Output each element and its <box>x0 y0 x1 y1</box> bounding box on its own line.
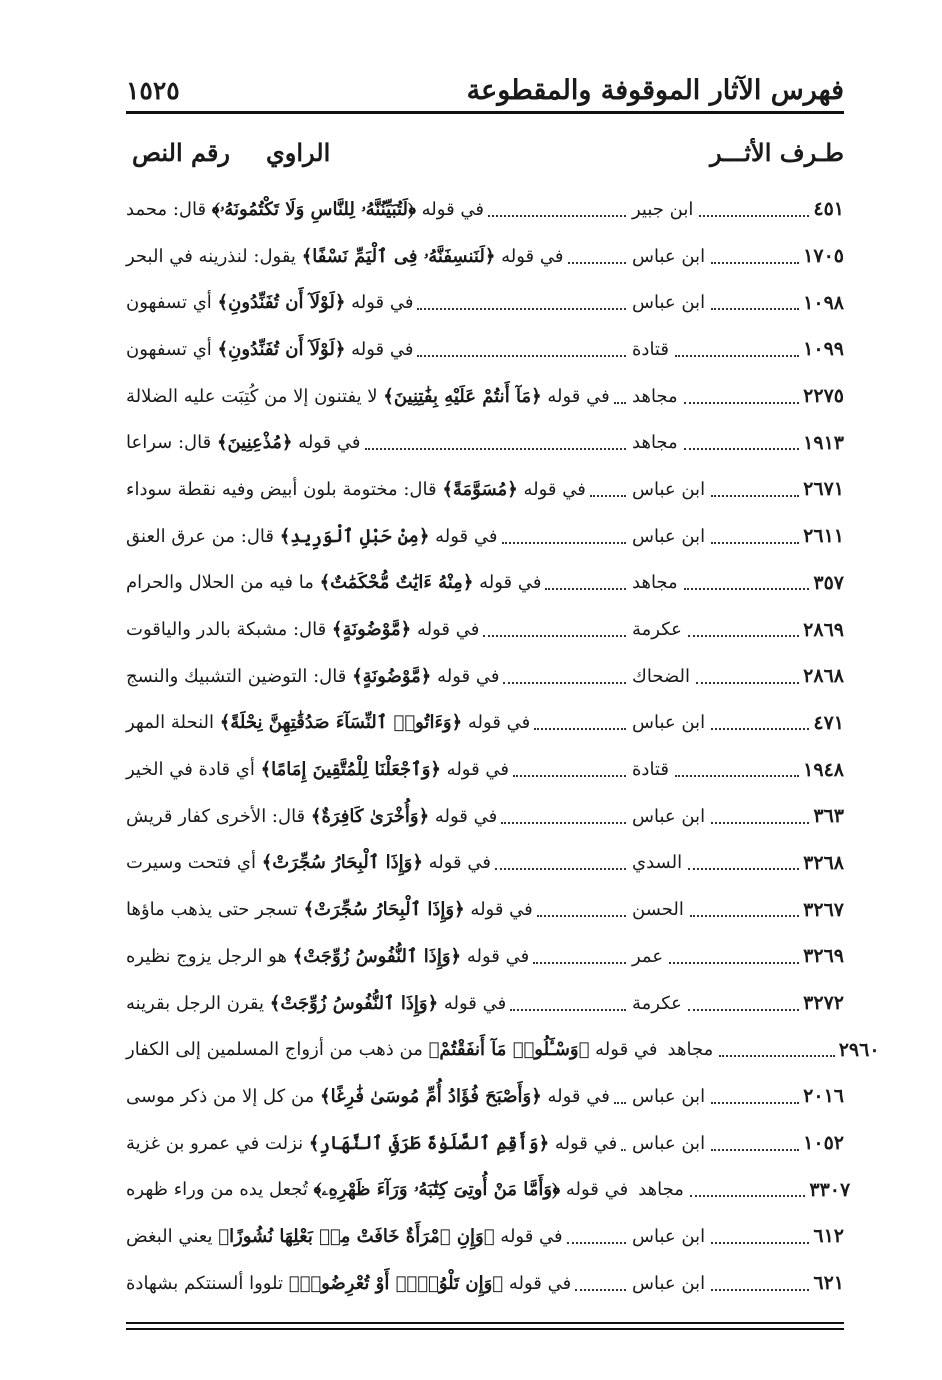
open-brace: ﴿ <box>400 619 412 641</box>
index-entry <box>126 233 844 280</box>
close-brace: ﴾ <box>308 1132 320 1154</box>
dot-leader <box>537 914 626 917</box>
entry-text <box>126 526 498 547</box>
open-brace: ﴿ <box>538 1132 550 1154</box>
dot-leader <box>711 1288 809 1291</box>
entry-prefix: في قوله <box>565 1179 629 1201</box>
entry-narrator: ابن جبير <box>632 198 694 220</box>
entry-prefix: في قوله <box>501 245 564 267</box>
dot-leader <box>483 634 626 637</box>
close-brace: ﴾ <box>216 432 228 454</box>
close-brace: ﴾ <box>301 245 313 267</box>
entry-number: ٤٥١ <box>813 198 844 221</box>
entry-number: ١٠٩٩ <box>803 338 844 361</box>
close-brace: ﴾ <box>260 759 272 781</box>
index-entry <box>126 1166 851 1213</box>
entry-text <box>126 1179 628 1200</box>
quran-verse: وَإِذَا ٱلنُّفُوسُ زُوِّجَتْ <box>280 992 428 1014</box>
entry-number: ٣٢٦٧ <box>803 898 844 921</box>
entry-text <box>126 339 413 360</box>
quran-verse: مَّوْضُونَةٍ <box>342 619 401 641</box>
entry-prefix: في قوله <box>416 619 480 641</box>
entry-number: ٢٢٧٥ <box>803 385 844 408</box>
dot-leader <box>513 774 626 777</box>
index-entry <box>126 793 844 840</box>
quran-verse: وَإِنِ ٱمْرَأَةٌ خَافَتْ مِنۢ بَعْلِهَا نُشُوزًا <box>229 1225 484 1247</box>
quran-verse: وَإِذَا ٱلْبِحَارُ سُجِّرَتْ <box>272 852 413 874</box>
entry-explanation: أي تسفهون <box>126 338 212 360</box>
running-title: فهرس الآثار الموقوفة والمقطوعة <box>466 74 844 106</box>
dot-leader <box>684 447 799 450</box>
entry-narrator: ابن عباس <box>632 292 706 314</box>
entry-prefix: في قوله <box>508 1272 572 1294</box>
dot-leader <box>503 681 626 684</box>
quran-verse: مَآ أَنتُمْ عَلَيْهِ بِفَٰتِنِينَ <box>393 385 532 407</box>
open-brace: ﴿ <box>281 432 293 454</box>
index-entries <box>126 186 880 1307</box>
entry-prefix: في قوله <box>523 478 586 500</box>
quran-verse: مُسَوَّمَةً <box>452 478 508 500</box>
dot-leader <box>417 354 626 357</box>
entry-explanation: من ذهب من أزواج المسلمين إلى الكفار <box>126 1039 423 1061</box>
header-rule <box>126 111 844 114</box>
entry-narrator: ابن عباس <box>632 1132 706 1154</box>
entry-narrator: قتادة <box>632 759 669 781</box>
quran-verse: مِنْهُ ءَايَٰتٌ مُّحْكَمَٰتٌ <box>330 572 463 594</box>
dot-leader <box>534 727 626 730</box>
dot-leader <box>688 1008 799 1011</box>
column-headers <box>126 138 844 178</box>
entry-narrator: السدي <box>632 852 683 874</box>
quran-verse: وَأَمَّا مَنْ أُوتِىَ كِتَٰبَهُۥ وَرَآءَ ظَهْرِهِۦ <box>321 1179 553 1201</box>
open-brace: ﴿ <box>407 198 416 220</box>
entry-text <box>126 993 506 1014</box>
entry-text <box>126 386 610 407</box>
dot-leader <box>614 401 626 404</box>
entry-number: ٢٠١٦ <box>803 1085 844 1108</box>
entry-narrator: الحسن <box>632 899 684 921</box>
dot-leader <box>696 681 799 684</box>
dot-leader <box>417 307 626 310</box>
entry-narrator: مجاهد <box>638 1179 684 1201</box>
open-brace: ﴿ <box>483 1225 495 1247</box>
dot-leader <box>711 541 799 544</box>
entry-narrator: ابن عباس <box>632 1085 706 1107</box>
index-entry <box>126 1260 844 1307</box>
index-entry <box>126 326 844 373</box>
entry-prefix: في قوله <box>554 1132 618 1154</box>
open-brace: ﴿ <box>334 338 346 360</box>
dot-leader <box>675 354 799 357</box>
entry-prefix: في قوله <box>437 665 500 687</box>
quran-verse: لَتُبَيِّنُنَّهُۥ لِلنَّاسِ وَلَا تَكْتُمُونَهُۥ <box>219 198 408 220</box>
quran-verse: لَنَنسِفَنَّهُۥ فِى ٱلْيَمِّ نَسْفًا <box>312 245 485 267</box>
open-brace: ﴿ <box>462 572 474 594</box>
close-brace: ﴾ <box>331 619 343 641</box>
dot-leader <box>675 774 799 777</box>
entry-explanation: قال: محمد <box>126 198 207 220</box>
entry-text <box>126 1273 571 1294</box>
entry-number: ٦١٢ <box>813 1225 844 1248</box>
index-entry <box>126 513 844 560</box>
entry-text <box>126 946 529 967</box>
dot-leader <box>711 494 799 497</box>
entry-narrator: عكرمة <box>632 992 682 1014</box>
index-entry <box>126 1213 844 1260</box>
entry-text <box>126 852 491 873</box>
open-brace: ﴿ <box>450 945 462 967</box>
entry-prefix: في قوله <box>351 338 414 360</box>
entry-explanation: تلووا ألسنتكم بشهادة <box>126 1272 284 1294</box>
entry-narrator: مجاهد <box>667 1039 714 1061</box>
open-brace: ﴿ <box>418 805 430 827</box>
entry-prefix: في قوله <box>428 852 491 874</box>
entry-number: ٢٩٦٠ <box>838 1038 880 1061</box>
entry-number: ١٠٩٨ <box>803 291 844 314</box>
close-brace: ﴾ <box>320 1085 331 1107</box>
close-brace: ﴾ <box>352 665 363 687</box>
open-brace: ﴿ <box>427 992 439 1014</box>
index-entry <box>126 1026 880 1073</box>
entry-explanation: تسجر حتى يذهب ماؤها <box>126 899 298 921</box>
dot-leader <box>669 961 799 964</box>
index-entry <box>126 840 844 887</box>
dot-leader <box>614 1101 626 1104</box>
index-entry <box>126 653 844 700</box>
close-brace: ﴾ <box>217 338 229 360</box>
entry-narrator: عمر <box>632 945 664 967</box>
entry-explanation: قال: الأخرى كفار قريش <box>126 805 306 827</box>
open-brace: ﴿ <box>430 759 441 781</box>
dot-leader <box>365 447 626 450</box>
entry-narrator: ابن عباس <box>632 525 706 547</box>
entry-narrator: قتادة <box>632 338 669 360</box>
dot-leader <box>688 867 799 870</box>
index-entry <box>126 419 844 466</box>
index-entry <box>126 373 844 420</box>
entry-prefix: في قوله <box>421 198 485 220</box>
entry-narrator: ابن عباس <box>632 478 706 500</box>
dot-leader <box>719 1054 834 1057</box>
open-brace: ﴿ <box>552 1179 561 1201</box>
dot-leader <box>545 587 626 590</box>
index-entry <box>126 1073 844 1120</box>
quran-verse: وَإِن تَلْوُۥٓا۟ أَوْ تُعْرِضُوا۟ <box>299 1272 493 1294</box>
quran-verse: وَأُخْرَىٰ كَافِرَةٌ <box>321 805 419 827</box>
index-entry <box>126 560 844 607</box>
open-brace: ﴿ <box>531 1085 542 1107</box>
dot-leader <box>699 214 809 217</box>
entry-explanation: النحلة المهر <box>126 712 214 734</box>
index-entry <box>126 279 844 326</box>
entry-prefix: في قوله <box>470 899 533 921</box>
dot-leader <box>711 261 799 264</box>
dot-leader <box>510 1008 626 1011</box>
dot-leader <box>684 587 810 590</box>
quran-verse: وَٱجْعَلْنَا لِلْمُتَّقِينَ إِمَامًا <box>271 759 431 781</box>
open-brace: ﴿ <box>578 1039 590 1061</box>
entry-text <box>126 246 564 267</box>
open-brace: ﴿ <box>334 292 346 314</box>
entry-number: ٣٢٦٨ <box>803 851 844 874</box>
dot-leader <box>533 961 626 964</box>
close-brace: ﴾ <box>442 478 453 500</box>
dot-leader <box>590 494 626 497</box>
close-brace: ﴾ <box>288 1272 300 1294</box>
dot-leader <box>711 1241 809 1244</box>
entry-prefix: في قوله <box>479 572 542 594</box>
entry-narrator: ابن عباس <box>632 1272 706 1294</box>
entry-number: ٣٢٧٢ <box>803 992 844 1015</box>
close-brace: ﴾ <box>313 1179 322 1201</box>
open-brace: ﴿ <box>492 1272 504 1294</box>
dot-leader <box>502 541 627 544</box>
entry-text <box>126 759 509 780</box>
entry-narrator: ابن عباس <box>632 245 706 267</box>
entry-number: ١٠٥٢ <box>803 1132 844 1155</box>
column-header-athar: طـرف الأثـــر <box>710 138 844 167</box>
open-brace: ﴿ <box>412 852 423 874</box>
entry-explanation: قال: مختومة بلون أبيض وفيه نقطة سوداء <box>126 478 437 500</box>
open-brace: ﴿ <box>507 478 518 500</box>
entry-number: ١٧٠٥ <box>803 245 844 268</box>
footer-rule <box>126 1322 844 1324</box>
index-entry <box>126 980 844 1027</box>
entry-number: ٣٦٣ <box>813 805 844 828</box>
entry-prefix: في قوله <box>443 992 507 1014</box>
open-brace: ﴿ <box>420 665 432 687</box>
entry-text <box>126 1133 617 1154</box>
close-brace: ﴾ <box>211 198 220 220</box>
entry-explanation: لا يفتنون إلا من كُتِبَت عليه الضلالة <box>126 385 378 407</box>
quran-verse: لَوْلَآ أَن تُفَنِّدُونِ <box>228 292 335 314</box>
entry-prefix: في قوله <box>446 759 510 781</box>
entry-narrator: ابن عباس <box>632 1225 706 1247</box>
entry-explanation: يعني البغض <box>126 1225 213 1247</box>
entry-narrator: ابن عباس <box>632 712 706 734</box>
close-brace: ﴾ <box>292 945 304 967</box>
entry-explanation: أي تسفهون <box>126 292 212 314</box>
entry-prefix: في قوله <box>595 1039 658 1061</box>
entry-text <box>126 899 533 920</box>
quran-verse: وَأَقِمِ ٱلصَّلَوٰةَ طَرَفَىِ ٱلنَّهَارِ <box>319 1132 539 1154</box>
entry-number: ٣٣٠٧ <box>809 1178 851 1201</box>
page-number: ١٥٢٥ <box>126 75 180 105</box>
quran-verse: وَإِذَا ٱلنُّفُوسُ زُوِّجَتْ <box>303 945 451 967</box>
close-brace: ﴾ <box>279 525 291 547</box>
entry-number: ٢٨٦٩ <box>803 618 844 641</box>
open-brace: ﴿ <box>484 245 496 267</box>
quran-verse: وَءَاتُوا۟ ٱلنِّسَآءَ صَدُقَٰتِهِنَّ نِحْلَةً <box>230 712 452 734</box>
entry-explanation: تُجعل يده من وراء ظهره <box>126 1179 308 1201</box>
entry-prefix: في قوله <box>547 1085 610 1107</box>
running-header <box>126 70 844 110</box>
entry-explanation: يقول: لنذرينه في البحر <box>126 245 296 267</box>
index-entry <box>126 1120 844 1167</box>
entry-number: ٢٨٦٨ <box>803 665 844 688</box>
entry-number: ١٩٤٨ <box>803 758 844 781</box>
dot-leader <box>684 401 799 404</box>
index-entry <box>126 933 844 980</box>
entry-prefix: في قوله <box>298 432 361 454</box>
dot-leader <box>711 307 799 310</box>
entry-narrator: الضحاك <box>632 665 691 687</box>
dot-leader <box>711 727 809 730</box>
close-brace: ﴾ <box>319 572 331 594</box>
entry-text <box>126 1039 658 1060</box>
entry-explanation: قال: مشبكة بالدر والياقوت <box>126 619 327 641</box>
quran-verse: وَإِذَا ٱلْبِحَارُ سُجِّرَتْ <box>314 899 455 921</box>
entry-text <box>126 572 541 593</box>
entry-explanation: قال: التوضين التشبيك والنسج <box>126 665 347 687</box>
entry-text <box>126 292 413 313</box>
close-brace: ﴾ <box>219 712 231 734</box>
entry-narrator: عكرمة <box>632 619 682 641</box>
index-entry <box>126 466 844 513</box>
entry-text <box>126 1226 563 1247</box>
dot-leader <box>688 634 799 637</box>
quran-verse: لَوْلَآ أَن تُفَنِّدُونِ <box>228 338 335 360</box>
quran-verse: وَأَصْبَحَ فُؤَادُ أُمِّ مُوسَىٰ فَٰرِغًا <box>330 1085 532 1107</box>
index-entry <box>126 606 844 653</box>
dot-leader <box>567 1241 626 1244</box>
entry-narrator: ابن عباس <box>632 805 706 827</box>
entry-explanation: أي فتحت وسيرت <box>126 852 256 874</box>
entry-number: ٤٧١ <box>813 711 844 734</box>
entry-number: ٣٢٦٩ <box>803 945 844 968</box>
entry-explanation: ما فيه من الحلال والحرام <box>126 572 314 594</box>
entry-number: ١٩١٣ <box>803 431 844 454</box>
entry-number: ٦٢١ <box>813 1272 844 1295</box>
entry-text <box>126 806 497 827</box>
close-brace: ﴾ <box>269 992 281 1014</box>
entry-text <box>126 432 361 453</box>
dot-leader <box>501 821 626 824</box>
dot-leader <box>495 867 626 870</box>
column-header-narrator: الراوي <box>266 138 331 167</box>
entry-prefix: في قوله <box>435 525 498 547</box>
close-brace: ﴾ <box>383 385 394 407</box>
entry-prefix: في قوله <box>434 805 498 827</box>
entry-text <box>126 199 484 220</box>
entry-explanation: أي قادة في الخير <box>126 759 255 781</box>
entry-text <box>126 712 530 733</box>
dot-leader <box>711 1148 799 1151</box>
entry-explanation: هو الرجل يزوج نظيره <box>126 945 287 967</box>
close-brace: ﴾ <box>217 292 229 314</box>
index-entry <box>126 746 844 793</box>
footer-rule <box>126 1328 844 1330</box>
close-brace: ﴾ <box>428 1039 440 1061</box>
entry-prefix: في قوله <box>547 385 610 407</box>
close-brace: ﴾ <box>303 899 315 921</box>
close-brace: ﴾ <box>261 852 273 874</box>
quran-verse: مَّوْضُونَةٍ <box>362 665 421 687</box>
index-entry <box>126 186 844 233</box>
entry-narrator: مجاهد <box>632 572 678 594</box>
quran-verse: وَسْـَٔلُوا۟ مَآ أَنفَقْتُمْ <box>439 1039 579 1061</box>
entry-text <box>126 619 479 640</box>
entry-explanation: يقرن الرجل بقرينه <box>126 992 265 1014</box>
entry-narrator: مجاهد <box>632 385 678 407</box>
entry-explanation: قال: من عرق العنق <box>126 525 274 547</box>
entry-explanation: قال: سراعا <box>126 432 212 454</box>
entry-number: ٣٥٧ <box>813 571 844 594</box>
entry-text <box>126 666 499 687</box>
quran-verse: مِنْ حَبْلِ ٱلْوَرِيدِ <box>290 525 419 547</box>
entry-number: ٢٦١١ <box>803 525 844 548</box>
entry-number: ٢٦٧١ <box>803 478 844 501</box>
dot-leader <box>621 1148 626 1151</box>
quran-verse: مُذْعِنِينَ <box>227 432 282 454</box>
column-header-number: رقم النص <box>132 138 231 167</box>
entry-prefix: في قوله <box>466 945 530 967</box>
open-brace: ﴿ <box>418 525 430 547</box>
entry-text <box>126 479 586 500</box>
entry-prefix: في قوله <box>467 712 531 734</box>
open-brace: ﴿ <box>531 385 542 407</box>
index-entry <box>126 700 844 747</box>
entry-explanation: من كل إلا من ذكر موسى <box>126 1085 315 1107</box>
open-brace: ﴿ <box>454 899 465 921</box>
dot-leader <box>568 261 627 264</box>
dot-leader <box>575 1288 626 1291</box>
dot-leader <box>711 821 809 824</box>
entry-narrator: مجاهد <box>632 432 678 454</box>
dot-leader <box>488 214 626 217</box>
open-brace: ﴿ <box>451 712 463 734</box>
entry-text <box>126 1086 610 1107</box>
dot-leader <box>690 914 799 917</box>
dot-leader <box>711 1101 799 1104</box>
close-brace: ﴾ <box>310 805 322 827</box>
index-entry <box>126 886 844 933</box>
entry-prefix: في قوله <box>351 292 414 314</box>
entry-explanation: نزلت في عمرو بن غزية <box>126 1132 304 1154</box>
close-brace: ﴾ <box>218 1225 230 1247</box>
entry-prefix: في قوله <box>500 1225 563 1247</box>
dot-leader <box>690 1194 805 1197</box>
